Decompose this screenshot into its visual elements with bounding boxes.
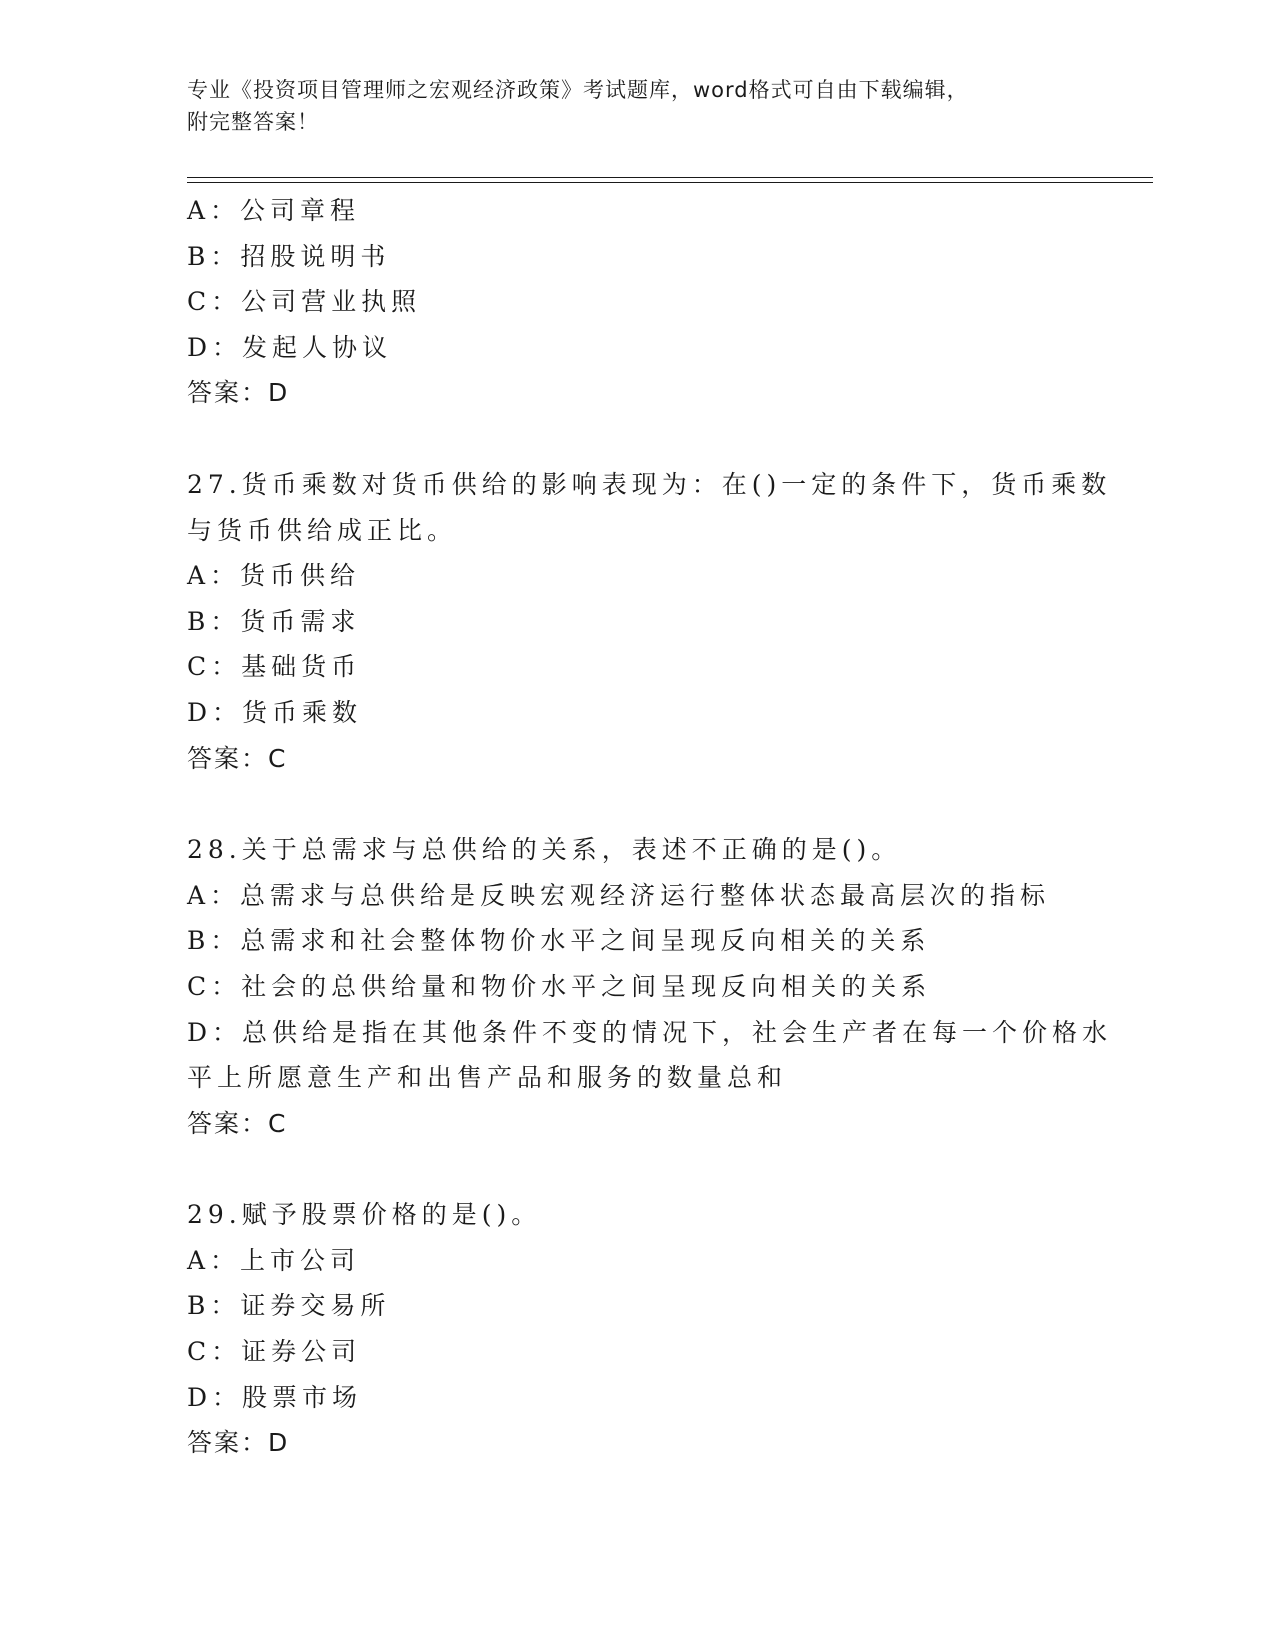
option-b: B：总需求和社会整体物价水平之间呈现反向相关的关系 [187, 926, 931, 956]
header-line-1: 专业《投资项目管理师之宏观经济政策》考试题库，word格式可自由下载编辑， [187, 78, 969, 102]
header-divider-top [187, 177, 1153, 178]
question-spacer [187, 1146, 1087, 1192]
question-stem: 27.货币乘数对货币供给的影响表现为：在()一定的条件下，货币乘数 [187, 469, 1112, 499]
question-spacer [187, 416, 1087, 462]
option-c: C：证券公司 [187, 1337, 362, 1367]
option-b: B：货币需求 [187, 606, 361, 636]
option-c: C：社会的总供给量和物价水平之间呈现反向相关的关系 [187, 971, 932, 1001]
header-divider-bottom [187, 182, 1153, 183]
question-26 [187, 188, 1087, 416]
option-c: C：公司营业执照 [187, 287, 422, 317]
answer: 答案：C [187, 743, 288, 773]
question-stem-continued: 与货币供给成正比。 [187, 515, 458, 545]
option-d-continued: 平上所愿意生产和出售产品和服务的数量总和 [187, 1063, 788, 1093]
answer: 答案：D [187, 378, 290, 408]
option-c: C：基础货币 [187, 652, 362, 682]
option-a: A：总需求与总供给是反映宏观经济运行整体状态最高层次的指标 [187, 880, 1051, 910]
header-line-2: 附完整答案！ [187, 110, 319, 134]
answer: 答案：C [187, 1108, 288, 1138]
option-a: A：上市公司 [187, 1245, 361, 1275]
question-29 [187, 1192, 1087, 1466]
option-d: D：股票市场 [187, 1382, 363, 1412]
answer: 答案：D [187, 1428, 290, 1458]
question-27 [187, 462, 1112, 781]
question-28 [187, 827, 1113, 1146]
option-d: D：发起人协议 [187, 332, 393, 362]
option-b: B：招股说明书 [187, 241, 391, 271]
option-d: D：总供给是指在其他条件不变的情况下，社会生产者在每一个价格水 [187, 1017, 1113, 1047]
option-b: B：证券交易所 [187, 1291, 391, 1321]
option-a: A：公司章程 [187, 196, 361, 225]
question-spacer [187, 781, 1087, 827]
document-header [187, 74, 1087, 138]
option-a: A：货币供给 [187, 561, 361, 591]
question-stem: 28.关于总需求与总供给的关系，表述不正确的是()。 [187, 835, 902, 865]
option-d: D：货币乘数 [187, 697, 363, 727]
question-stem: 29.赋予股票价格的是()。 [187, 1200, 542, 1230]
question-list [187, 188, 1113, 1466]
